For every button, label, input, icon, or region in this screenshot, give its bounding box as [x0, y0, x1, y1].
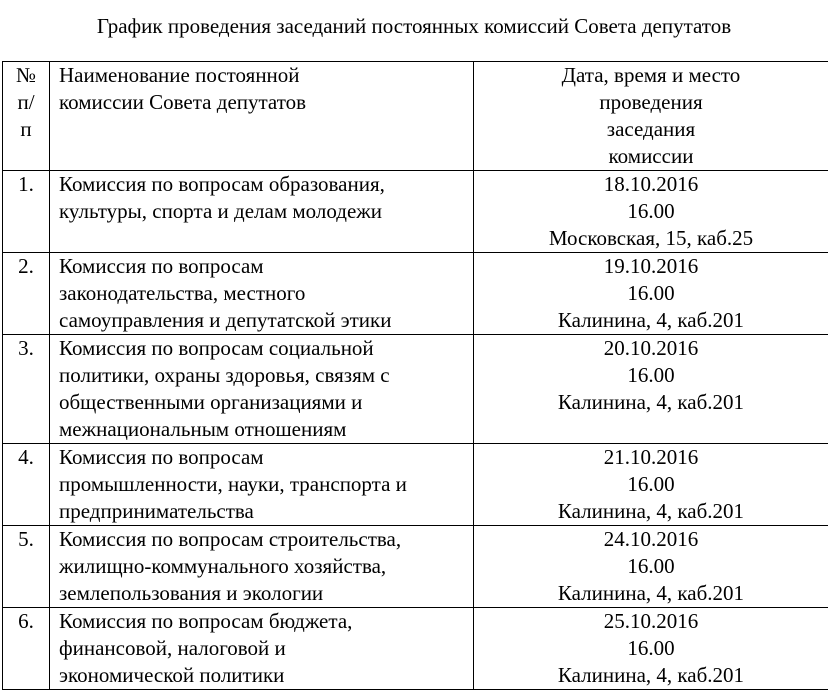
header-info-line: комиссии: [608, 144, 694, 168]
table-row: [3, 526, 828, 608]
meeting-time: 16.00: [627, 472, 675, 496]
commission-schedule-table: [2, 61, 828, 690]
header-number-line: п: [20, 117, 32, 141]
commission-name-line: промышленности, науки, транспорта и: [59, 472, 407, 496]
row-name-cell: [50, 444, 474, 526]
meeting-date: 19.10.2016: [603, 254, 699, 278]
header-name-line: комиссии Совета депутатов: [59, 90, 307, 114]
table-row: [3, 335, 828, 444]
meeting-date: 20.10.2016: [603, 336, 699, 360]
row-info-cell: [474, 253, 828, 335]
table-row: [3, 171, 828, 253]
row-name-cell: [50, 335, 474, 444]
meeting-date: 25.10.2016: [603, 609, 699, 633]
commission-name-line: Комиссия по вопросам образования,: [59, 172, 385, 196]
header-number-line: п/: [17, 90, 35, 114]
header-number-cell: [3, 62, 50, 171]
row-info-cell: [474, 171, 828, 253]
meeting-time: 16.00: [627, 281, 675, 305]
header-info-line: заседания: [606, 117, 696, 141]
row-name-cell: [50, 253, 474, 335]
commission-name-line: Комиссия по вопросам: [59, 445, 264, 469]
meeting-time: 16.00: [627, 554, 675, 578]
commission-name-line: Комиссия по вопросам бюджета,: [59, 609, 353, 633]
meeting-place: Калинина, 4, каб.201: [557, 663, 745, 687]
commission-name-line: финансовой, налоговой и: [59, 636, 286, 660]
commission-name-line: предпринимательства: [59, 499, 254, 523]
row-number-cell: 4.: [3, 444, 50, 526]
row-name-cell: [50, 608, 474, 690]
row-info-cell: [474, 526, 828, 608]
commission-name-line: жилищно-коммунального хозяйства,: [59, 554, 387, 578]
meeting-place: Калинина, 4, каб.201: [557, 390, 745, 414]
header-number-line: №: [15, 63, 37, 87]
document-title: График проведения заседаний постоянных комиссий Совета депутатов: [96, 14, 732, 38]
meeting-date: 24.10.2016: [603, 527, 699, 551]
commission-name-line: экономической политики: [59, 663, 285, 687]
meeting-place: Калинина, 4, каб.201: [557, 581, 745, 605]
row-number-cell: 1.: [3, 171, 50, 253]
row-number-cell: 3.: [3, 335, 50, 444]
row-name-cell: [50, 171, 474, 253]
table-row: [3, 608, 828, 690]
row-info-cell: [474, 444, 828, 526]
row-number-cell: 5.: [3, 526, 50, 608]
commission-name-line: культуры, спорта и делам молодежи: [59, 199, 383, 223]
row-number-cell: 2.: [3, 253, 50, 335]
commission-name-line: межнациональным отношениям: [59, 417, 347, 441]
table-row: [3, 444, 828, 526]
commission-name-line: Комиссия по вопросам: [59, 254, 264, 278]
commission-name-line: общественными организациями и: [59, 390, 363, 414]
row-number-cell: 6.: [3, 608, 50, 690]
commission-name-line: законодательства, местного: [59, 281, 306, 305]
meeting-place: Калинина, 4, каб.201: [557, 308, 745, 332]
meeting-date: 21.10.2016: [603, 445, 699, 469]
header-info-cell: [474, 62, 828, 171]
header-info-line: Дата, время и место: [561, 63, 741, 87]
row-name-cell: [50, 526, 474, 608]
meeting-time: 16.00: [627, 199, 675, 223]
meeting-time: 16.00: [627, 636, 675, 660]
commission-name-line: Комиссия по вопросам строительства,: [59, 527, 402, 551]
header-name-cell: [50, 62, 474, 171]
table-header-row: [3, 62, 828, 171]
commission-name-line: землепользования и экологии: [59, 581, 324, 605]
table-row: [3, 253, 828, 335]
commission-name-line: Комиссия по вопросам социальной: [59, 336, 374, 360]
row-info-cell: [474, 335, 828, 444]
header-name-line: Наименование постоянной: [59, 63, 300, 87]
meeting-place: Калинина, 4, каб.201: [557, 499, 745, 523]
commission-name-line: самоуправления и депутатской этики: [59, 308, 392, 332]
header-info-line: проведения: [599, 90, 703, 114]
meeting-date: 18.10.2016: [603, 172, 699, 196]
row-info-cell: [474, 608, 828, 690]
meeting-time: 16.00: [627, 363, 675, 387]
commission-name-line: политики, охраны здоровья, связям с: [59, 363, 390, 387]
meeting-place: Московская, 15, каб.25: [548, 226, 754, 250]
